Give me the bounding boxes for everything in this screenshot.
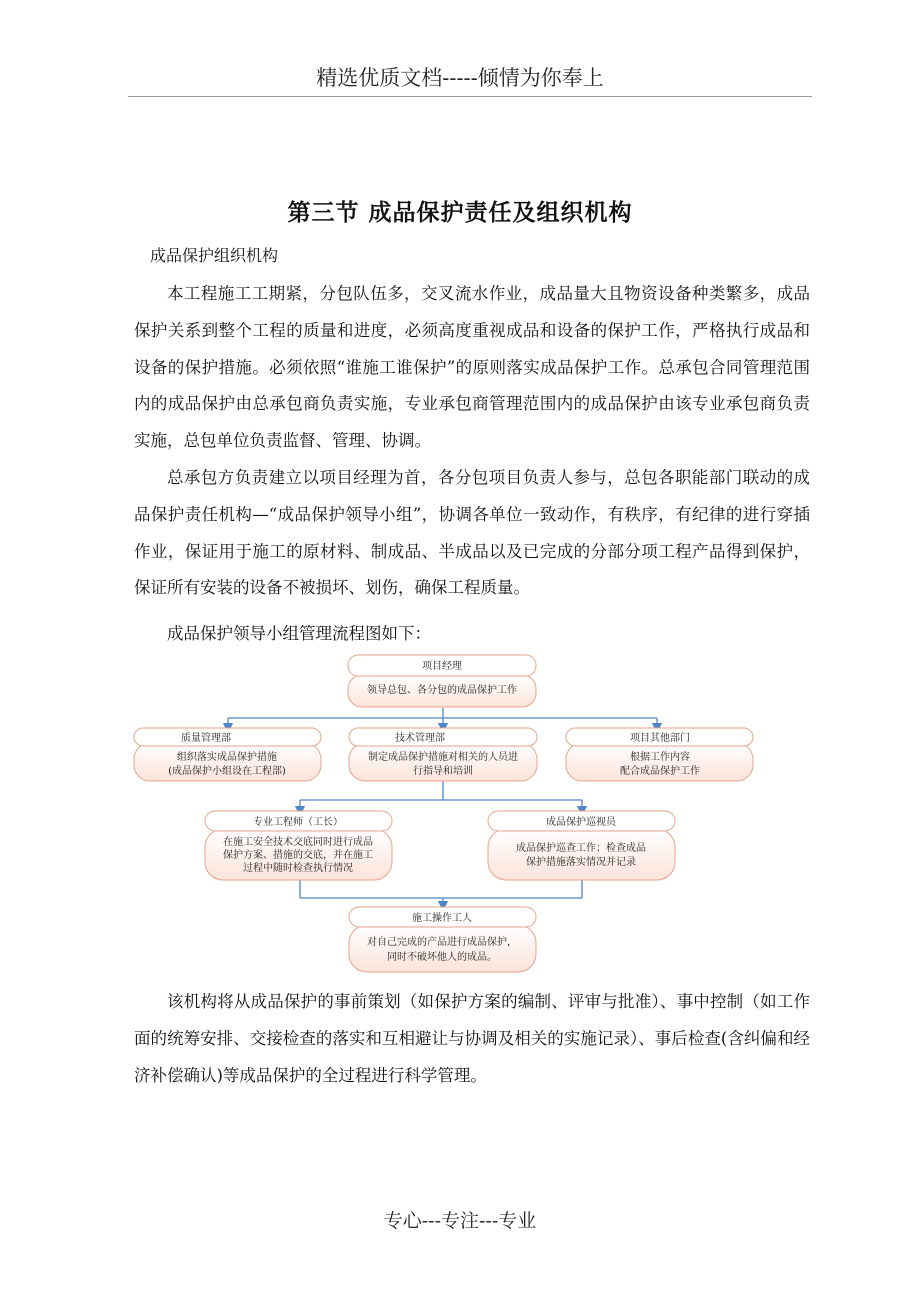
node-other-departments <box>566 728 753 781</box>
node-text: 制定成品保护措施对相关的人员进 <box>368 752 518 763</box>
node-title: 专业工程师（工长） <box>253 817 343 828</box>
paragraph-2: 总承包方负责建立以项目经理为首，各分包项目负责人参与，总包各职能部门联动的成品保护责任机构—“成品保护领导小组”，协调各单位一致动作，有秩序，有纪律的进行穿插作业，保证用于施工的原材料、制成品、半成品以及已完成的分部分项工程产品得到保护，保证所有安装的设备不被损坏、划伤，确保工程质量。 <box>134 468 810 598</box>
paragraph-1: 本工程施工工期紧，分包队伍多，交叉流水作业，成品量大且物资设备种类繁多，成品保护关系到整个工程的质量和进度，必须高度重视成品和设备的保护工作，严格执行成品和设备的保护措施。必须依照“谁施工谁保护”的原则落实成品保护工作。总承包合同管理范围内的成品保护由总承包商负责实施，专业承包商管理范围内的成品保护由该专业承包商负责实施，总包单位负责监督、管理、协调。 <box>134 284 810 451</box>
node-text: 行指导和培训 <box>413 766 473 777</box>
node-title: 质量管理部 <box>181 733 231 744</box>
node-professional-engineer <box>205 811 392 880</box>
node-text: 过程中随时检查执行情况 <box>243 863 353 874</box>
node-text: 保护方案、措施的交底，并在施工 <box>223 850 373 861</box>
node-title: 项目经理 <box>422 661 462 672</box>
node-quality-department <box>134 728 321 781</box>
section-title: 第三节 成品保护责任及组织机构 <box>287 200 633 226</box>
node-text: 在施工安全技术交底同时进行成品 <box>223 837 373 848</box>
node-title: 项目其他部门 <box>630 733 690 744</box>
subsection-heading: 成品保护组织机构 <box>150 246 279 265</box>
paragraph-3: 成品保护领导小组管理流程图如下： <box>167 624 431 643</box>
node-text: 根据工作内容 <box>630 752 690 763</box>
node-title: 成品保护巡视员 <box>546 817 616 828</box>
node-text: 领导总包、各分包的成品保护工作 <box>367 685 517 696</box>
node-title: 施工操作工人 <box>412 913 472 924</box>
node-technical-department <box>349 728 537 781</box>
node-project-manager <box>348 655 536 707</box>
node-text: 同时不破坏他人的成品。 <box>387 952 497 963</box>
paragraph-4: 该机构将从成品保护的事前策划（如保护方案的编制、评审与批准）、事中控制（如工作面的统筹安排、交接检查的落实和互相避让与协调及相关的实施记录）、事后检查(含纠偏和经济补偿确认)等成品保护的全过程进行科学管理。 <box>134 992 810 1085</box>
page-header: 精选优质文档-----倾情为你奉上 <box>316 66 604 90</box>
node-construction-workers <box>349 907 536 972</box>
node-title: 技术管理部 <box>395 733 445 744</box>
node-text: 成品保护巡查工作；检查成品 <box>516 843 646 854</box>
node-protection-inspector <box>488 811 675 880</box>
node-text: 组织落实成品保护措施 <box>177 752 277 763</box>
node-text: 保护措施落实情况并记录 <box>526 857 636 868</box>
node-text: (成品保护小组设在工程部) <box>168 766 286 777</box>
node-text: 配合成品保护工作 <box>620 766 700 777</box>
node-text: 对自己完成的产品进行成品保护， <box>367 937 517 948</box>
page-footer: 专心---专注---专业 <box>383 1210 537 1232</box>
